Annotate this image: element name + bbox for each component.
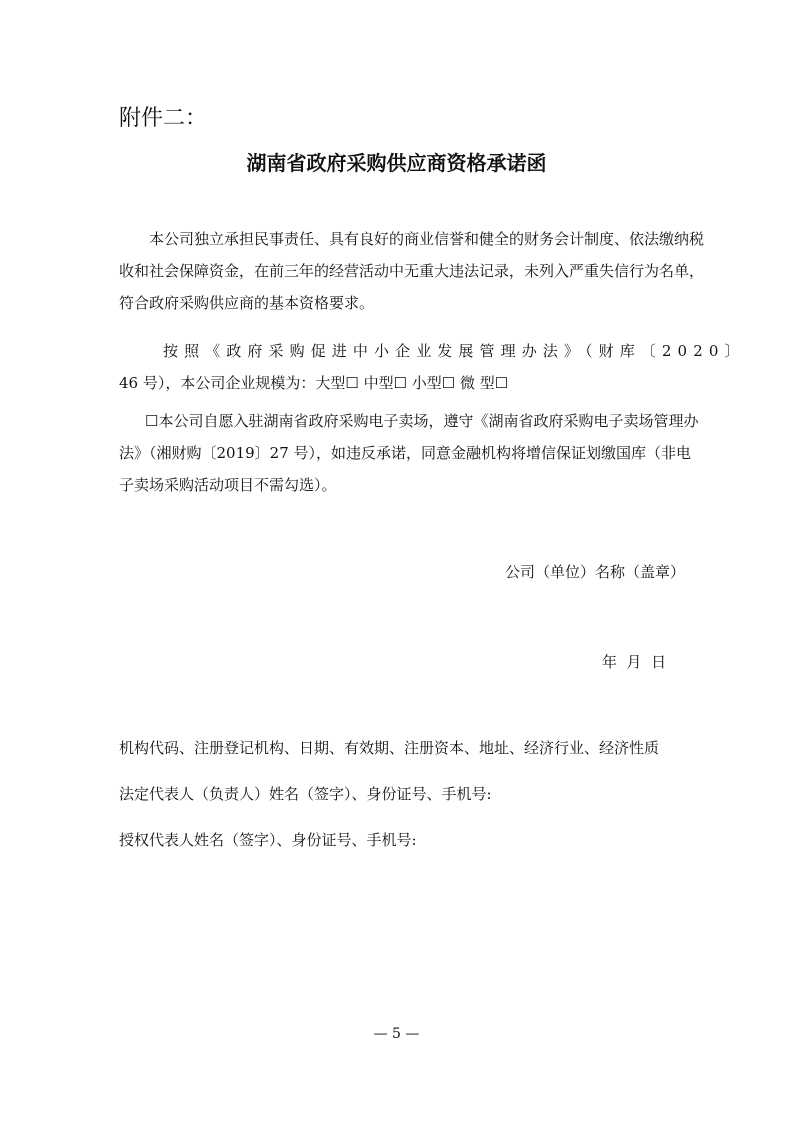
- paragraph-1-line-3: 符合政府采购供应商的基本资格要求。: [119, 294, 375, 312]
- authorized-representative-line: 授权代表人姓名（签字）、身份证号、手机号:: [119, 831, 417, 849]
- paragraph-3-line-1: ☐本公司自愿入驻湖南省政府采购电子卖场，遵守《湖南省政府采购电子卖场管理办: [145, 412, 699, 430]
- legal-representative-line: 法定代表人（负责人）姓名（签字）、身份证号、手机号:: [119, 785, 492, 803]
- document-title: 湖南省政府采购供应商资格承诺函: [246, 151, 547, 175]
- paragraph-3-line-2: 法》（湘财购〔2019〕27 号），如违反承诺，同意金融机构将增信保证划缴国库（非电: [119, 444, 692, 462]
- paragraph-2-line-2: 46 号），本公司企业规模为：大型☐ 中型☐ 小型☐ 微 型☐: [119, 374, 509, 392]
- date-label: 年 月 日: [602, 653, 667, 671]
- organization-info-line: 机构代码、注册登记机构、日期、有效期、注册资本、地址、经济行业、经济性质: [119, 739, 660, 757]
- page-number: — 5 —: [373, 1026, 420, 1042]
- e-marketplace-paragraph: [119, 405, 699, 501]
- company-seal-label: 公司（单位）名称（盖章）: [505, 563, 686, 581]
- attachment-label: 附件二：: [119, 106, 208, 131]
- paragraph-1-line-2: 收和社会保障资金，在前三年的经营活动中无重大违法记录，未列入严重失信行为名单，: [119, 262, 705, 280]
- paragraph-2-line-1: 按照《政府采购促进中小企业发展管理办法》（财库〔2020〕: [163, 342, 746, 360]
- commitment-paragraph-1: [119, 223, 705, 319]
- enterprise-scale-paragraph: [119, 335, 746, 399]
- paragraph-1-line-1: 本公司独立承担民事责任、具有良好的商业信誉和健全的财务会计制度、依法缴纳税: [149, 230, 705, 248]
- paragraph-3-line-3: 子卖场采购活动项目不需勾选）。: [119, 476, 337, 494]
